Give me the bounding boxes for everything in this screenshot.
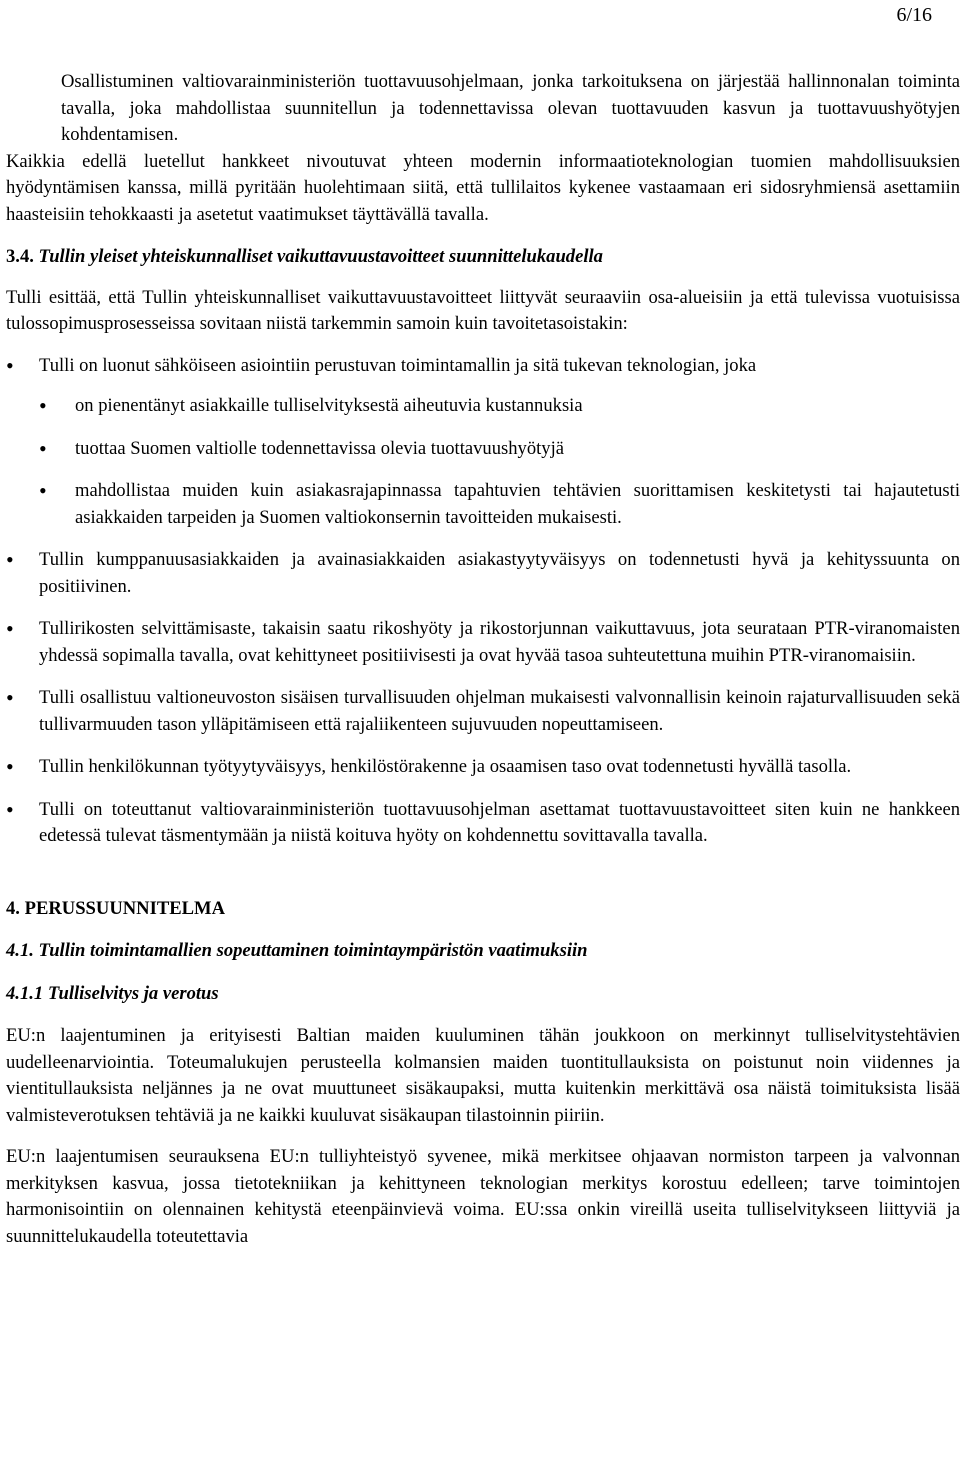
sub-goal-list [39, 393, 960, 531]
goal-list [6, 353, 960, 850]
section-4-1-1-heading: 4.1.1 Tulliselvitys ja verotus [6, 982, 219, 1004]
list-item: • Tullirikosten selvittämisaste, takaisin saatu rikoshyöty ja rikostorjunnan vaikuttavuus, jota seurataan PTR-viranomaisten yhdessä sopimalla tavalla, ovat kehittyneet positiivisesti ja ovat hyvää tasoa suhteutettuna muihin PTR-viranomaisiin. [6, 616, 960, 669]
section-4-paragraph: EU:n laajentumisen seurauksena EU:n tulliyhteistyö syvenee, mikä merkitsee ohjaavan normiston tarpeen ja valvonnan merkityksen kasvua, jossa tietotekniikan ja kehittyneen teknologian merkitys korostuu edelleen; tarve toimintojen harmonisointiin on olennainen kehitystä eteenpäinvievä voima. EU:ssa onkin vireillä useita tulliselvitykseen liittyviä ja suunnittelukaudella toteutettavia [6, 1146, 960, 1247]
list-item: • Tulli on toteuttanut valtiovarainministeriön tuottavuusohjelman asettamat tuottavuustavoitteet siten kuin ne hankkeen edetessä tulevat täsmentymään ja niistä koituva hyöty on kohdennettu sovittavalla tavalla. [6, 797, 960, 850]
summary-paragraph: Kaikkia edellä luetellut hankkeet nivoutuvat yhteen modernin informaatioteknologian tuomien mahdollisuuksien hyödyntämisen kanssa, millä pyritään huolehtimaan siitä, että tullilaitos kykenee vastaamaan eri sidosryhmiensä asettamiin haasteisiin tehokkaasti ja asetetut vaatimukset täyttävällä tavalla. [6, 150, 960, 225]
list-item: • Tulli osallistuu valtioneuvoston sisäisen turvallisuuden ohjelman mukaisesti valvonnallisin keinoin rajaturvallisuuden sekä tullivarmuuden tason ylläpitämiseen että rajaliikenteen sujuvuuden nopeuttamiseen. [6, 685, 960, 738]
list-item: • Tullin kumppanuusasiakkaiden ja avainasiakkaiden asiakastyytyväisyys on todennetusti hyvä ja kehityssuunta on positiivinen. [6, 547, 960, 600]
section-4-1-heading: 4.1. Tullin toimintamallien sopeuttaminen toimintaympäristön vaatimuksiin [6, 940, 588, 961]
page-number: 6/16 [896, 4, 932, 26]
intro-paragraph: Osallistuminen valtiovarainministeriön tuottavuusohjelmaan, jonka tarkoituksena on järjestää hallinnonalan toiminta tavalla, joka mahdollistaa suunnitellun ja todennettavissa olevan tuottavuuden kasvun ja tuottavuushyötyjen kohdentamisen. [61, 71, 960, 145]
section-3-4-intro: Tulli esittää, että Tullin yhteiskunnalliset vaikuttavuustavoitteet liittyvät seuraaviin osa-alueisiin ja että tulevissa vuotuisissa tulossopimusprosesseissa sovitaan niistä tarkemmin samoin kuin tavoitetasoistakin: [6, 286, 960, 334]
list-item-text: Tulli on luonut sähköiseen asiointiin perustuvan toimintamallin ja sitä tukevan teknologian, joka [39, 354, 757, 376]
section-3-4-title: Tullin yleiset yhteiskunnalliset vaikuttavuustavoitteet suunnittelukaudella [38, 246, 603, 267]
sub-list-item: • on pienentänyt asiakkaille tulliselvityksestä aiheutuvia kustannuksia [39, 393, 960, 420]
sub-list-item: • tuottaa Suomen valtiolle todennettavissa olevia tuottavuushyötyjä [39, 436, 960, 463]
section-3-4-heading [6, 244, 960, 271]
list-item: • Tullin henkilökunnan työtyytyväisyys, henkilöstörakenne ja osaamisen taso ovat todennetusti hyvällä tasolla. [6, 754, 960, 781]
section-4-heading: 4. PERUSSUUNNITELMA [6, 897, 226, 919]
section-4-paragraph: EU:n laajentuminen ja erityisesti Baltian maiden kuuluminen tähän joukkoon on merkinnyt tulliselvitystehtävien uudelleenarviointia. Toteumalukujen perusteella kolmansien maiden tuontitullauksista on poistunut noin viidennes ja vientitullauksista neljännes ja ne ovat muuttuneet sisäkaupaksi, mutta kuitenkin merkittävä osa näistä toimituksista lisää valmisteverotuksen tehtäviä ja ne kaikki kuuluvat sisäkaupan tilastoinnin piiriin. [6, 1025, 960, 1126]
list-item [6, 353, 960, 532]
section-3-4-number: 3.4. [6, 246, 34, 267]
document-body [6, 69, 960, 1265]
sub-list-item: • mahdollistaa muiden kuin asiakasrajapinnassa tapahtuvien tehtävien suorittamisen keskitetysti tai hajautetusti asiakkaiden tarpeiden ja Suomen valtiokonsernin tavoitteiden mukaisesti. [39, 478, 960, 531]
